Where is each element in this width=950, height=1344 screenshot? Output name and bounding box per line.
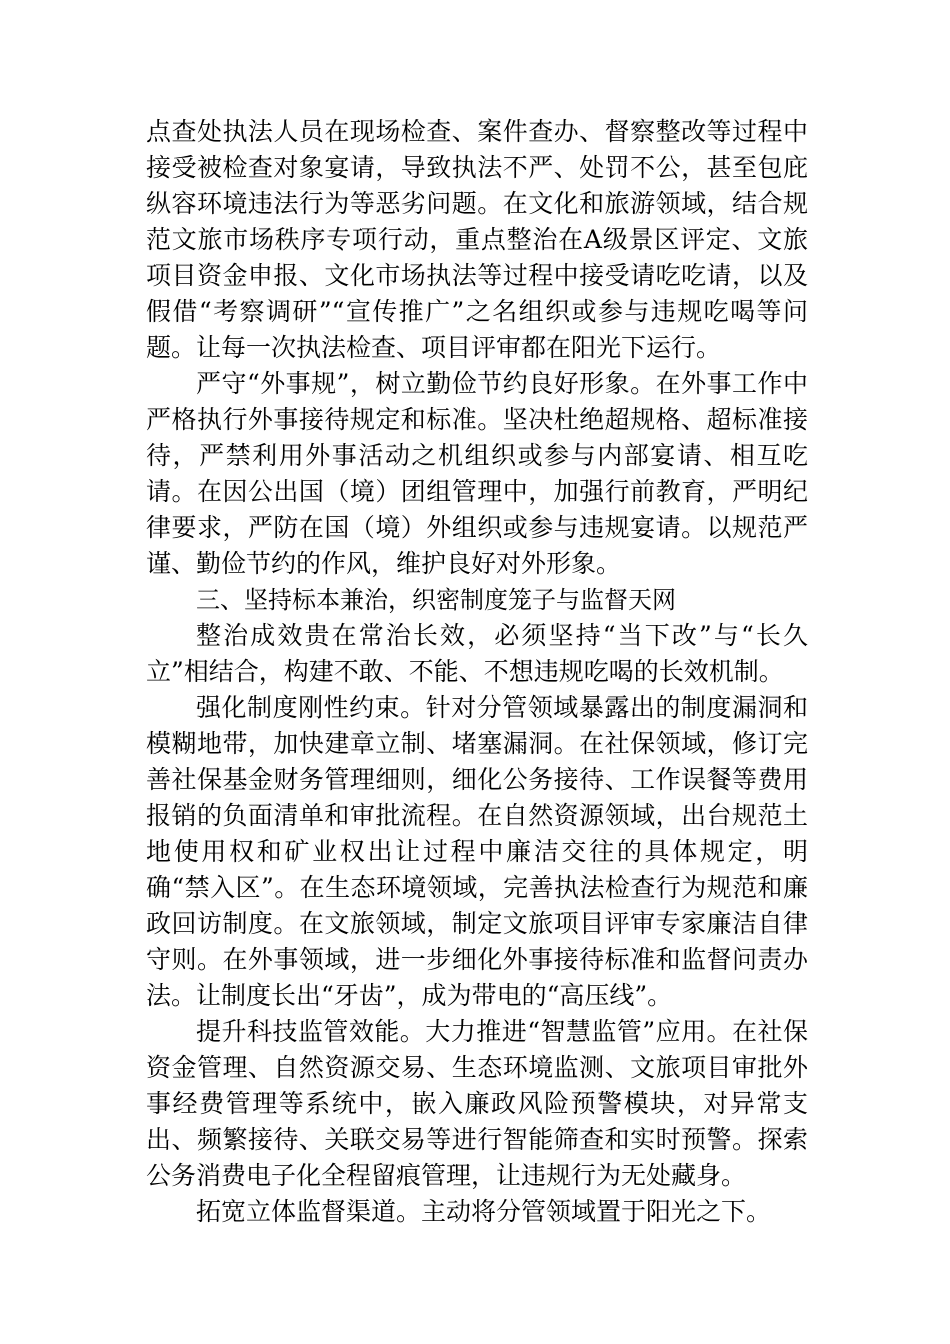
document-page: [146, 114, 808, 1230]
section-heading: 三、坚持标本兼治，织密制度笼子与监督天网: [196, 586, 676, 614]
paragraph-long-term-mechanism: 整治成效贵在常治长效，必须坚持“当下改”与“长久立”相结合，构建不敢、不能、不想违规吃喝的长效机制。: [146, 621, 808, 686]
paragraph-supervision-channels: 拓宽立体监督渠道。主动将分管领域置于阳光之下。: [196, 1197, 772, 1226]
paragraph-institutional-constraints: 强化制度刚性约束。针对分管领域暴露出的制度漏洞和模糊地带，加快建章立制、堵塞漏洞。在社保领域，修订完善社保基金财务管理细则，细化公务接待、工作误餐等费用报销的负面清单和审批流程。在自然资源领域，出台规范土地使用权和矿业权出让过程中廉洁交往的具体规定，明确“禁入区”。在生态环境领域，完善执法检查行为规范和廉政回访制度。在文旅领域，制定文旅项目评审专家廉洁自律守则。在外事领域，进一步细化外事接待标准和监督问责办法。让制度长出“牙齿”，成为带电的“高压线”。: [146, 693, 808, 1010]
paragraph-continuation: 点查处执法人员在现场检查、案件查办、督察整改等过程中接受被检查对象宴请，导致执法不严、处罚不公，甚至包庇纵容环境违法行为等恶劣问题。在文化和旅游领域，结合规范文旅市场秩序专项行动，重点整治在A级景区评定、文旅项目资金申报、文化市场执法等过程中接受请吃吃请，以及假借“考察调研”“宣传推广”之名组织或参与违规吃喝等问题。让每一次执法检查、项目评审都在阳光下运行。: [146, 117, 808, 362]
paragraph-foreign-affairs: 严守“外事规”，树立勤俭节约良好形象。在外事工作中严格执行外事接待规定和标准。坚决杜绝超规格、超标准接待，严禁利用外事活动之机组织或参与内部宴请、相互吃请。在因公出国（境）团组管理中，加强行前教育，严明纪律要求，严防在国（境）外组织或参与违规宴请。以规范严谨、勤俭节约的作风，维护良好对外形象。: [146, 369, 808, 578]
paragraph-tech-supervision: 提升科技监管效能。大力推进“智慧监管”应用。在社保资金管理、自然资源交易、生态环境监测、文旅项目审批外事经费管理等系统中，嵌入廉政风险预警模块，对异常支出、频繁接待、关联交易等进行智能筛查和实时预警。探索公务消费电子化全程留痕管理，让违规行为无处藏身。: [146, 1017, 808, 1190]
